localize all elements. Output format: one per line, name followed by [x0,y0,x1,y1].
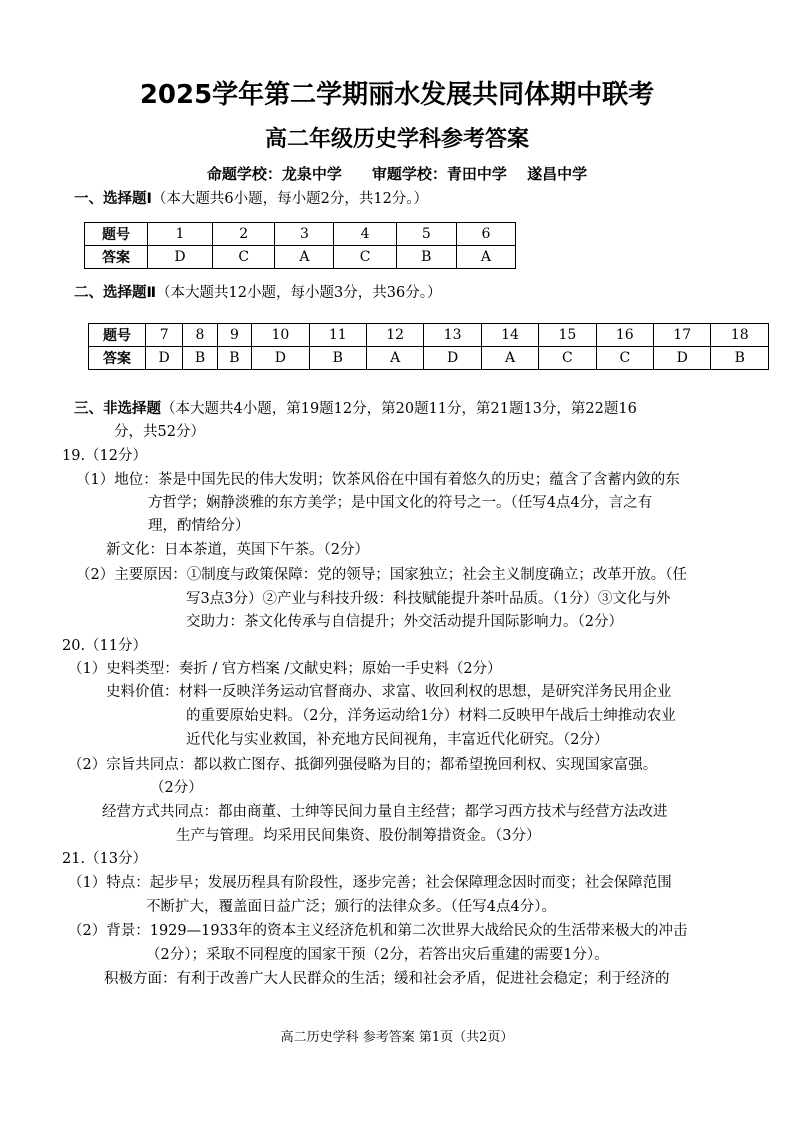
section2-heading: 二、选择题Ⅱ [74,285,157,301]
answer-line: （2）背景：1929—1933年的资本主义经济危机和第二次世界大战给民众的生活带来极大的冲击 [68,923,688,939]
cell: A [366,347,423,370]
cell: D [654,347,711,370]
section3-note-cont: 分，共52分） [114,424,205,440]
answer-line: 19.（12分） [62,448,148,464]
answer-line: 20.（11分） [62,638,148,654]
section3-note: （本大题共4小题，第19题12分，第20题11分，第21题13分，第22题16 [161,401,637,417]
answer-line: 不断扩大，覆盖面日益广泛；颁行的法律众多。（任写4点4分）。 [146,899,556,915]
cell: A [275,246,334,269]
cell: 16 [596,324,653,347]
row-label: 题号 [85,223,148,246]
row-label: 答案 [89,347,146,370]
answer-line: 史料价值：材料一反映洋务运动官督商办、求富、收回利权的思想，是研究洋务民用企业 [106,684,672,700]
answer-line: （2分） [150,780,203,796]
cell: B [711,347,769,370]
cell: C [334,246,396,269]
answer-table-2 [88,323,769,370]
answer-line: （2分）；采取不同程度的国家干预（2分，若答出灾后重建的需要1分）。 [146,947,609,963]
answer-line: （1）史料类型：奏折 / 官方档案 /文献史料；原始一手史料（2分） [68,661,502,677]
cell: 7 [146,324,183,347]
table-row [85,246,516,269]
section1-header [74,189,428,209]
page-footer: 高二历史学科 参考答案 第1页（共2页） [280,1030,514,1045]
answer-line: 交助力：茶文化传承与自信提升；外交活动提升国际影响力。（2分） [186,614,623,630]
row-label: 答案 [85,246,148,269]
cell: B [309,347,366,370]
section3-heading: 三、非选择题 [74,401,161,417]
cell: B [396,246,456,269]
cell: A [456,246,515,269]
section3-header [74,399,637,419]
answer-line: 近代化与实业救国，补充地方民间视角，丰富近代化研究。（2分） [186,732,609,748]
table-row [89,347,769,370]
answer-line: 理，酌情给分） [148,518,250,534]
section1-note: （本大题共6小题，每小题2分，共12分。） [151,191,429,207]
answer-line: 方哲学；娴静淡雅的东方美学；是中国文化的符号之一。（任写4点4分，言之有 [148,495,653,511]
cell: 1 [148,223,213,246]
cell: 4 [334,223,396,246]
cell: D [146,347,183,370]
answer-line: 写3点3分）②产业与科技升级：科技赋能提升茶叶品质。（1分）③文化与外 [186,591,671,607]
cell: 11 [309,324,366,347]
table-row [89,324,769,347]
cell: 6 [456,223,515,246]
answer-line: （2）主要原因：①制度与政策保障：党的领导；国家独立；社会主义制度确立；改革开放。（任 [76,567,687,583]
row-label: 题号 [89,324,146,347]
answer-line: 的重要原始史料。（2分，洋务运动给1分）材料二反映甲午战后士绅推动农业 [186,708,676,724]
cell: 8 [183,324,217,347]
cell: C [213,246,275,269]
cell: D [148,246,213,269]
cell: A [481,347,538,370]
cell: 9 [217,324,251,347]
section1-heading: 一、选择题Ⅰ [74,191,152,207]
cell: 2 [213,223,275,246]
section2-note: （本大题共12小题，每小题3分，共36分。） [156,285,442,301]
answer-line: （1）地位：茶是中国先民的伟大发明；饮茶风俗在中国有着悠久的历史；蕴含了含蓄内敛的东 [76,472,680,488]
cell: C [539,347,596,370]
answer-line: 积极方面：有利于改善广大人民群众的生活；缓和社会矛盾，促进社会稳定；利于经济的 [104,971,670,987]
cell: 15 [539,324,596,347]
table-row [85,223,516,246]
answer-line: （2）宗旨共同点：都以救亡图存、抵御列强侵略为目的；都希望挽回利权、实现国家富强。 [68,757,658,773]
answer-line: 经营方式共同点：都由商董、士绅等民间力量自主经营；都学习西方技术与经营方法改进 [102,804,668,820]
page-title: 2025学年第二学期丽水发展共同体期中联考 [139,80,655,110]
cell: 12 [366,324,423,347]
page-subtitle: 高二年级历史学科参考答案 [264,127,529,152]
schools-line: 命题学校：龙泉中学 审题学校：青田中学 遂昌中学 [206,165,588,183]
cell: 13 [424,324,481,347]
cell: B [183,347,217,370]
cell: 10 [252,324,309,347]
cell: C [596,347,653,370]
cell: 14 [481,324,538,347]
answer-line: 新文化：日本茶道，英国下午茶。（2分） [106,542,369,558]
cell: 17 [654,324,711,347]
cell: D [252,347,309,370]
answer-table-1 [84,222,516,269]
cell: 3 [275,223,334,246]
section2-header [74,283,441,303]
answer-line: 21.（13分） [62,851,148,867]
answer-line: （1）特点：起步早；发展历程具有阶段性，逐步完善；社会保障理念因时而变；社会保障范围 [68,875,672,891]
answer-line: 生产与管理。均采用民间集资、股份制筹措资金。（3分） [176,828,541,844]
cell: 5 [396,223,456,246]
cell: B [217,347,251,370]
cell: 18 [711,324,769,347]
cell: D [424,347,481,370]
